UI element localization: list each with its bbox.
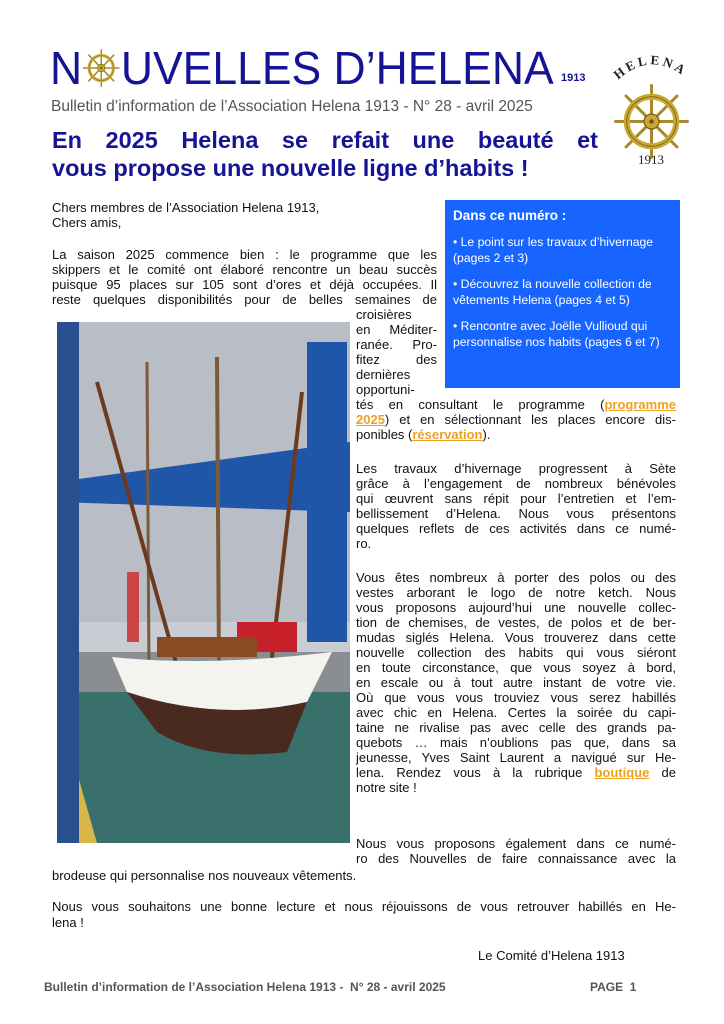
- text-line: [356, 337, 437, 352]
- text-line: [356, 461, 676, 476]
- text-segment: en Méditer-: [356, 322, 437, 337]
- text-segment: dernières: [356, 367, 411, 382]
- text-line: [356, 536, 676, 551]
- text-line: [356, 630, 676, 645]
- text-segment: qui œuvrent sans répit pour l’entretien et l’em-: [356, 491, 676, 506]
- text-segment: nouvelle collection des habits qui vous siéront: [356, 645, 676, 660]
- photo-helena-boat-lift: [57, 322, 350, 843]
- svg-text:HELENA: [611, 52, 691, 82]
- signature: Le Comité d’Helena 1913: [478, 948, 625, 963]
- text-line: [52, 215, 432, 230]
- text-line: [356, 367, 437, 382]
- text-line: [356, 675, 676, 690]
- text-segment: Où que vous vous trouviez vous serez habillés: [356, 690, 676, 705]
- text-line: [356, 476, 676, 491]
- text-line: [52, 899, 676, 914]
- headline-line: vous propose une nouvelle ligne d’habits !: [52, 155, 529, 181]
- subtitle: Bulletin d’information de l’Association Helena 1913 - N° 28 - avril 2025: [51, 98, 533, 115]
- text-segment: ponibles (: [356, 427, 413, 442]
- title-start: N: [50, 42, 83, 94]
- text-line: [356, 307, 437, 322]
- text-segment: vestes arborant le logo de notre ketch. Nous: [356, 585, 676, 600]
- text-segment: taine ne rivalise pas avec celle des grands pa-: [356, 720, 676, 735]
- text-line: [52, 262, 437, 277]
- link-programme[interactable]: programme: [604, 397, 676, 412]
- text-segment: fitez des: [356, 352, 437, 367]
- text-segment: croisières: [356, 307, 412, 322]
- text-segment: skippers et le comité ont élaboré rencontre un beau succès: [52, 262, 437, 277]
- text-line: [356, 705, 676, 720]
- box-item: • Rencontre avec Joëlle Vullioud qui personnalise nos habits (pages 6 et 7): [453, 319, 660, 349]
- text-segment: bellissement d’Helena. Nous vous présentons: [356, 506, 676, 521]
- text-segment: reste quelques disponibilités pour de belles semaines de: [52, 292, 437, 307]
- text-segment: quelques reflets de ces activités dans ce numé-: [356, 521, 676, 536]
- text-line: [356, 690, 676, 705]
- text-line: [356, 427, 676, 442]
- text-line: [52, 915, 676, 930]
- in-this-issue-box: [445, 200, 680, 388]
- text-segment: tion de chemises, de vestes, de polos et de ber-: [356, 615, 676, 630]
- text-line: [52, 200, 432, 215]
- text-segment: de: [649, 765, 676, 780]
- text-segment: jeunesse, Yves Saint Laurent a navigué sur He-: [356, 750, 676, 765]
- text-segment: en toute circonstance, que vous soyez à bord,: [356, 660, 676, 675]
- page-number: PAGE 1: [590, 980, 637, 994]
- link-boutique[interactable]: boutique: [594, 765, 650, 780]
- link-2025[interactable]: 2025: [356, 412, 385, 427]
- box-item: • Découvrez la nouvelle collection de vêtements Helena (pages 4 et 5): [453, 277, 652, 307]
- text-segment: lena !: [52, 915, 84, 930]
- text-segment: ro des Nouvelles de faire connaissance avec la: [356, 851, 676, 866]
- text-segment: en escale ou à tout autre instant de votre vie.: [356, 675, 676, 690]
- box-title: Dans ce numéro :: [453, 208, 567, 223]
- text-segment: Vous êtes nombreux à porter des polos ou des: [356, 570, 676, 585]
- text-line: [356, 585, 676, 600]
- text-segment: ro.: [356, 536, 372, 551]
- text-segment: tés en consultant le programme (: [356, 397, 605, 412]
- text-segment: mudas siglés Helena. Vous trouverez dans cette: [356, 630, 676, 645]
- text-line: [356, 412, 676, 427]
- title-rest: UVELLES D’HELENA: [120, 42, 554, 94]
- text-line: [52, 868, 676, 883]
- text-segment: vous proposons aujourd’hui une nouvelle collec-: [356, 600, 676, 615]
- text-line: [356, 352, 437, 367]
- title-year: 1913: [561, 72, 586, 84]
- ship-wheel-icon: [83, 49, 120, 87]
- text-segment: lena. Rendez vous à la rubrique: [356, 765, 595, 780]
- text-segment: Nous vous souhaitons une bonne lecture et nous réjouissons de vous retrouver habillés en He-: [52, 899, 676, 914]
- newsletter-title: [50, 42, 554, 94]
- text-line: [356, 615, 676, 630]
- text-line: [356, 382, 437, 397]
- text-line: [356, 322, 437, 337]
- text-segment: Nous vous proposons également dans ce numé-: [356, 836, 676, 851]
- text-line: [52, 247, 437, 262]
- logo-text-top: HELENA: [610, 52, 691, 83]
- text-line: [356, 491, 676, 506]
- link-r-servation[interactable]: réservation: [412, 427, 483, 442]
- helena-logo: [606, 42, 696, 172]
- text-segment: Les travaux d’hivernage progressent à Sète: [356, 461, 676, 476]
- text-segment: avec chic en Helena. Certes la soirée du capi-: [356, 705, 676, 720]
- text-segment: Chers amis,: [52, 215, 122, 230]
- text-segment: puisque 95 places sur 105 sont d’ores et déjà occupées. Il: [52, 277, 437, 292]
- text-line: [356, 750, 676, 765]
- text-line: [356, 570, 676, 585]
- text-segment: ranée. Pro-: [356, 337, 437, 352]
- text-line: [356, 506, 676, 521]
- box-item: • Le point sur les travaux d’hivernage (pages 2 et 3): [453, 235, 654, 265]
- text-segment: ).: [482, 427, 491, 442]
- text-line: [356, 720, 676, 735]
- text-segment: Chers membres de l’Association Helena 1913,: [52, 200, 320, 215]
- text-segment: grâce à l’engagement de nombreux bénévoles: [356, 476, 676, 491]
- text-line: [52, 292, 437, 307]
- text-line: [356, 645, 676, 660]
- text-segment: quebots … mais n’oublions pas que, dans sa: [356, 735, 676, 750]
- logo-text-bottom: 1913: [638, 152, 664, 167]
- headline: [52, 126, 598, 182]
- text-segment: opportuni-: [356, 382, 415, 397]
- text-line: [356, 660, 676, 675]
- text-line: [52, 277, 437, 292]
- text-segment: La saison 2025 commence bien : le programme que les: [52, 247, 437, 262]
- text-line: [356, 735, 676, 750]
- text-line: [356, 600, 676, 615]
- text-line: [356, 780, 676, 795]
- text-segment: ) et en sélectionnant les places encore dis-: [384, 412, 676, 427]
- footer-bulletin: Bulletin d’information de l’Association Helena 1913 - N° 28 - avril 2025: [44, 980, 446, 994]
- headline-line: En 2025 Helena se refait une beauté et: [52, 127, 598, 153]
- text-segment: brodeuse qui personnalise nos nouveaux vêtements.: [52, 868, 357, 883]
- text-line: [356, 765, 676, 780]
- text-line: [356, 397, 676, 412]
- text-line: [356, 521, 676, 536]
- text-line: [356, 851, 676, 866]
- text-segment: notre site !: [356, 780, 417, 795]
- ship-wheel-icon: [616, 86, 688, 158]
- text-line: [356, 836, 676, 851]
